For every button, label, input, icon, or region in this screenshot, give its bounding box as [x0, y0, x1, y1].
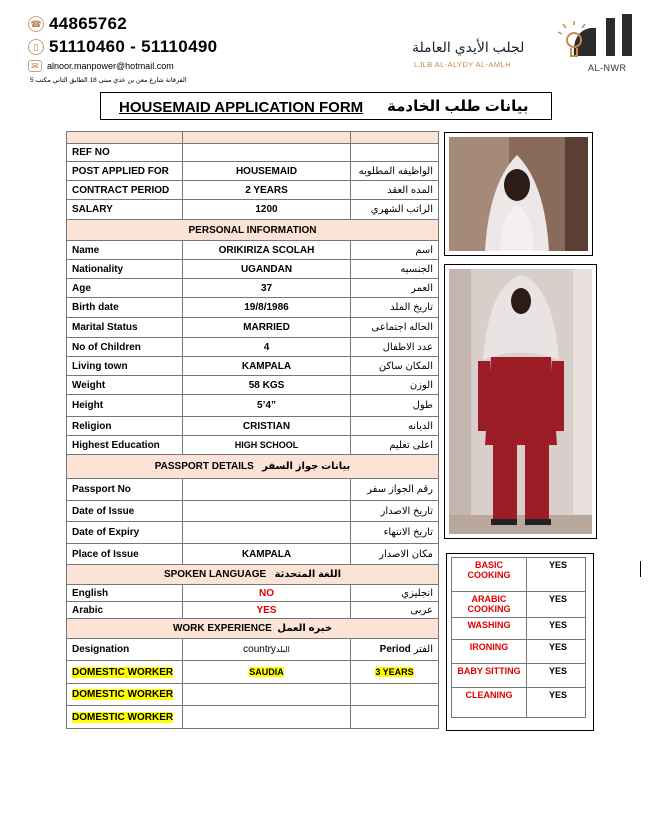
value-children: 4	[183, 338, 351, 357]
form-title-english: HOUSEMAID APPLICATION FORM	[119, 99, 364, 116]
arabic-nationality: الجنسيه	[351, 260, 439, 279]
label-age: Age	[67, 279, 183, 298]
value-height: 5’4”	[183, 395, 351, 417]
col-country-arabic: البلد	[275, 645, 290, 654]
arabic-post: الواظيفه المطلوبه	[351, 162, 439, 181]
section-passport-title-arabic: بيانات جواز السفر	[262, 461, 351, 472]
experience-period	[351, 684, 439, 706]
value-nationality: UGANDAN	[183, 260, 351, 279]
label-nationality: Nationality	[67, 260, 183, 279]
table-row	[67, 522, 439, 544]
skills-table	[451, 557, 586, 718]
skill-name: IRONING	[452, 640, 527, 664]
skill-name: BASIC COOKING	[452, 558, 527, 592]
label-passport-no: Passport No	[67, 479, 183, 501]
value-living-town: KAMPALA	[183, 357, 351, 376]
col-designation: Designation	[67, 639, 183, 661]
value-name: ORIKIRIZA SCOLAH	[183, 241, 351, 260]
arabic-height: طول	[351, 395, 439, 417]
experience-period-cell	[351, 661, 439, 684]
value-salary: 1200	[183, 200, 351, 220]
phone-main: 44865762	[49, 14, 128, 33]
experience-country-cell	[183, 661, 351, 684]
arabic-expiry-date: تاريخ الانتهاء	[351, 522, 439, 544]
section-personal	[67, 220, 439, 241]
label-name: Name	[67, 241, 183, 260]
table-row	[67, 602, 439, 619]
col-country-cell	[183, 639, 351, 661]
table-row	[67, 181, 439, 200]
portrait-photo	[444, 132, 593, 256]
value-weight: 58 KGS	[183, 376, 351, 395]
arabic-birth-date: تاريخ الملد	[351, 298, 439, 318]
value-education: HIGH SCHOOL	[183, 436, 351, 455]
experience-designation-cell	[67, 684, 183, 706]
skill-answer: YES	[527, 558, 586, 592]
section-language-cell	[67, 565, 439, 585]
value-expiry-date	[183, 522, 351, 544]
address: الفرقانة شارع معن بن عدي مبنى 18 الطابق الثاني مكتب 5	[30, 77, 187, 84]
arabic-issue-date: تاريخ الاصدار	[351, 501, 439, 522]
skill-name: CLEANING	[452, 688, 527, 718]
arabic-ref-no	[351, 144, 439, 162]
value-marital: MARRIED	[183, 318, 351, 338]
section-language	[67, 565, 439, 585]
value-post: HOUSEMAID	[183, 162, 351, 181]
skill-row	[452, 592, 586, 618]
table-row	[67, 501, 439, 522]
table-row	[67, 706, 439, 729]
email-icon: ✉	[28, 60, 42, 72]
label-expiry-date: Date of Expiry	[67, 522, 183, 544]
section-experience-cell	[67, 619, 439, 639]
section-experience-title: WORK EXPERIENCE	[172, 623, 272, 634]
fullbody-illustration-icon	[445, 265, 596, 538]
phone-mobile: 51110460 - 51110490	[49, 37, 218, 56]
skill-row	[452, 558, 586, 592]
skill-name: BABY SITTING	[452, 664, 527, 688]
arabic-arabic: عربى	[351, 602, 439, 619]
logo-mark-icon	[546, 12, 646, 64]
table-row	[67, 200, 439, 220]
label-birth-date: Birth date	[67, 298, 183, 318]
arabic-english: انجليزي	[351, 585, 439, 602]
arabic-children: عدد الاطفال	[351, 338, 439, 357]
table-row	[67, 436, 439, 455]
arabic-passport-no: رقم الجواز سفر	[351, 479, 439, 501]
label-arabic: Arabic	[67, 602, 183, 619]
experience-designation-cell	[67, 661, 183, 684]
application-table	[66, 131, 439, 729]
table-row	[67, 260, 439, 279]
label-salary: SALARY	[67, 200, 183, 220]
table-row	[67, 661, 439, 684]
text-cursor	[640, 561, 641, 577]
label-height: Height	[67, 395, 183, 417]
table-row	[67, 338, 439, 357]
label-post: POST APPLIED FOR	[67, 162, 183, 181]
table-row	[67, 298, 439, 318]
section-experience	[67, 619, 439, 639]
skill-row	[452, 618, 586, 640]
section-personal-title: PERSONAL INFORMATION	[67, 220, 439, 241]
section-passport	[67, 455, 439, 479]
label-english: English	[67, 585, 183, 602]
experience-header-row	[67, 639, 439, 661]
skill-row	[452, 640, 586, 664]
value-english: NO	[183, 585, 351, 602]
skill-name: ARABIC COOKING	[452, 592, 527, 618]
arabic-contract: المده العقد	[351, 181, 439, 200]
section-language-title-arabic: اللغة المتحدثة	[274, 569, 342, 580]
col-period: Period	[379, 644, 411, 655]
col-country: country	[243, 644, 276, 655]
phone-mobile-row	[28, 37, 217, 57]
experience-designation: DOMESTIC WORKER	[72, 711, 174, 723]
table-row	[67, 417, 439, 436]
arabic-name: اسم	[351, 241, 439, 260]
arabic-weight: الوزن	[351, 376, 439, 395]
value-age: 37	[183, 279, 351, 298]
value-place-issue: KAMPALA	[183, 544, 351, 565]
experience-period: 3 YEARS	[375, 667, 414, 677]
value-issue-date	[183, 501, 351, 522]
phone-main-row	[28, 14, 127, 34]
value-contract: 2 YEARS	[183, 181, 351, 200]
col-period-cell	[351, 639, 439, 661]
table-row	[67, 585, 439, 602]
form-title-box	[100, 92, 552, 120]
skill-answer: YES	[527, 688, 586, 718]
table-row	[67, 279, 439, 298]
table-row	[67, 241, 439, 260]
section-passport-cell	[67, 455, 439, 479]
arabic-education: اعلى تعليم	[351, 436, 439, 455]
experience-period	[351, 706, 439, 729]
value-arabic: YES	[183, 602, 351, 619]
label-children: No of Children	[67, 338, 183, 357]
label-place-issue: Place of Issue	[67, 544, 183, 565]
skill-answer: YES	[527, 664, 586, 688]
label-marital: Marital Status	[67, 318, 183, 338]
value-religion: CRISTIAN	[183, 417, 351, 436]
skill-answer: YES	[527, 640, 586, 664]
form-title-arabic: بيانات طلب الخادمة	[387, 98, 529, 115]
value-ref-no	[183, 144, 351, 162]
label-religion: Religion	[67, 417, 183, 436]
label-weight: Weight	[67, 376, 183, 395]
experience-designation: DOMESTIC WORKER	[72, 666, 174, 678]
table-row	[67, 162, 439, 181]
label-ref-no: REF NO	[67, 144, 183, 162]
experience-designation-cell	[67, 706, 183, 729]
skill-answer: YES	[527, 592, 586, 618]
skill-row	[452, 688, 586, 718]
table-row	[67, 684, 439, 706]
table-row	[67, 357, 439, 376]
table-row	[67, 479, 439, 501]
section-passport-title: PASSPORT DETAILS	[154, 461, 254, 472]
experience-country	[183, 706, 351, 729]
table-row	[67, 544, 439, 565]
label-contract: CONTRACT PERIOD	[67, 181, 183, 200]
col-period-arabic: الفتر	[413, 644, 433, 655]
portrait-illustration-icon	[445, 133, 592, 255]
logo-english: LJLB AL-ALYDY AL-AMLH	[414, 60, 511, 69]
section-language-title: SPOKEN LANGUAGE	[163, 569, 267, 580]
mobile-icon: ▯	[28, 39, 44, 55]
experience-country: SAUDIA	[249, 667, 284, 677]
arabic-place-issue: مكان الاصدار	[351, 544, 439, 565]
arabic-marital: الحاله اجتماعى	[351, 318, 439, 338]
label-living-town: Living town	[67, 357, 183, 376]
value-passport-no	[183, 479, 351, 501]
label-education: Highest Education	[67, 436, 183, 455]
email: alnoor.manpower@hotmail.com	[47, 61, 174, 71]
skill-row	[452, 664, 586, 688]
arabic-religion: الديانه	[351, 417, 439, 436]
logo-mark-text: AL-NWR	[588, 63, 627, 73]
fullbody-photo	[444, 264, 597, 539]
table-row	[67, 395, 439, 417]
arabic-living-town: المكان ساكن	[351, 357, 439, 376]
table-row	[67, 144, 439, 162]
table-row	[67, 376, 439, 395]
section-experience-title-arabic: خبره العمل	[277, 623, 333, 634]
skill-answer: YES	[527, 618, 586, 640]
phone-icon: ☎	[28, 16, 44, 32]
arabic-age: العمر	[351, 279, 439, 298]
label-issue-date: Date of Issue	[67, 501, 183, 522]
experience-country	[183, 684, 351, 706]
experience-designation: DOMESTIC WORKER	[72, 689, 174, 700]
table-top-row	[67, 132, 439, 144]
email-row	[28, 60, 174, 72]
arabic-salary: الراتب الشهري	[351, 200, 439, 220]
skill-name: WASHING	[452, 618, 527, 640]
value-birth-date: 19/8/1986	[183, 298, 351, 318]
logo-arabic: لجلب الأيدي العاملة	[412, 39, 525, 55]
table-row	[67, 318, 439, 338]
